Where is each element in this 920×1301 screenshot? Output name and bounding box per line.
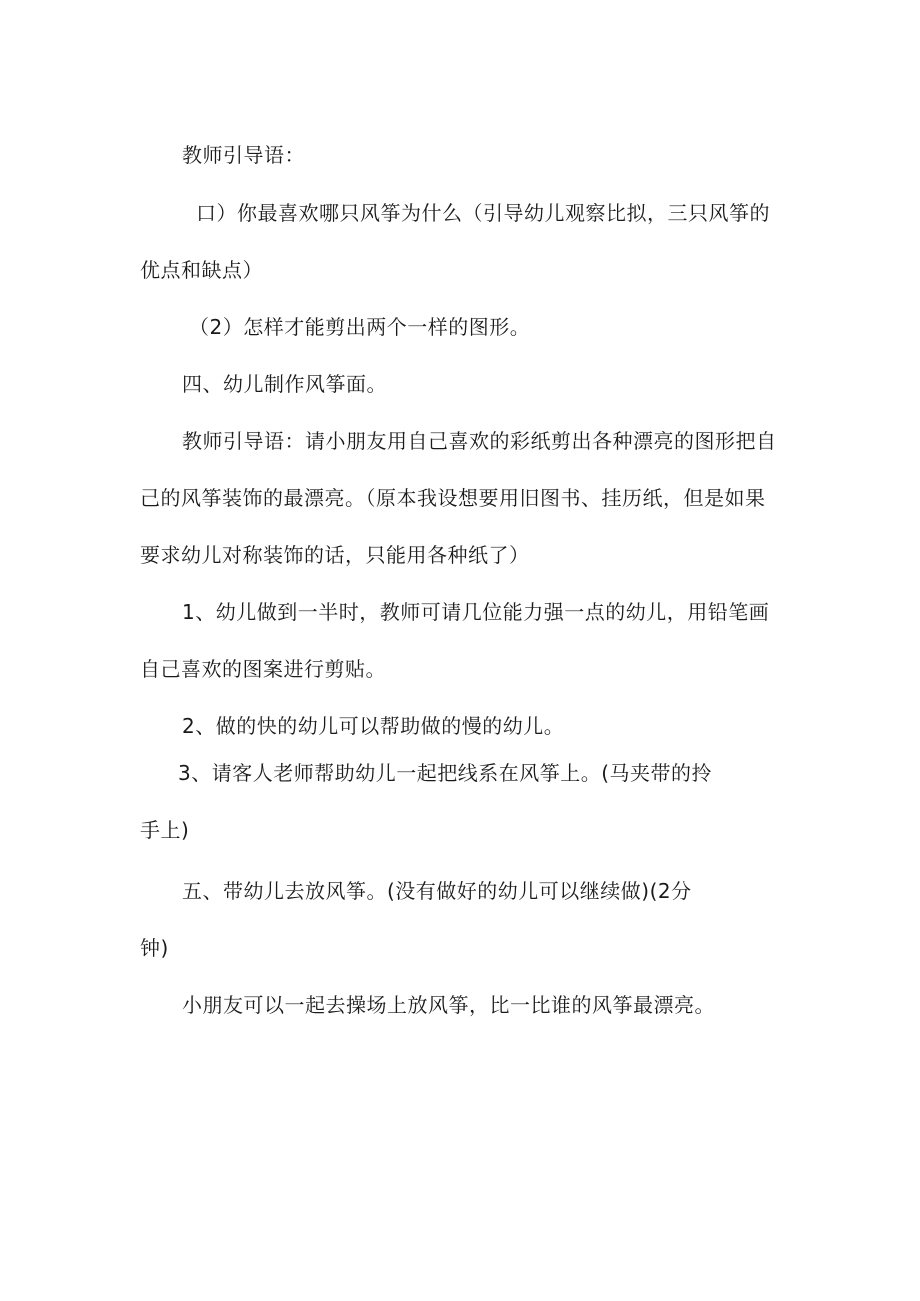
text-line-step-three: 3、请客人老师帮助幼儿一起把线系在风筝上。(马夹带的拎 xyxy=(178,761,713,785)
text-line-step-two: 2、做的快的幼儿可以帮助做的慢的幼儿。 xyxy=(182,714,565,738)
text-line-teacher-guide-heading: 教师引导语： xyxy=(182,143,305,167)
text-line-pros-cons: 优点和缺点） xyxy=(140,258,263,282)
text-line-section-four: 四、幼儿制作风筝面。 xyxy=(182,372,387,396)
text-line-symmetric-decoration: 要求幼儿对称装饰的话，只能用各种纸了） xyxy=(140,543,530,567)
text-line-question-cut-shapes: （2）怎样才能剪出两个一样的图形。 xyxy=(189,315,531,339)
text-line-section-five-continued: 钟) xyxy=(140,936,169,960)
text-line-closing: 小朋友可以一起去操场上放风筝，比一比谁的风筝最漂亮。 xyxy=(182,993,715,1017)
text-line-teacher-guide-cut-paper: 教师引导语：请小朋友用自己喜欢的彩纸剪出各种漂亮的图形把自 xyxy=(182,429,777,453)
text-line-question-favorite-kite: 口）你最喜欢哪只风筝为什么（引导幼儿观察比拟，三只风筝的 xyxy=(196,201,770,225)
text-line-step-three-continued: 手上) xyxy=(140,818,190,842)
text-line-section-five: 五、带幼儿去放风筝。(没有做好的幼儿可以继续做)(2分 xyxy=(182,879,692,903)
text-line-step-one-continued: 自己喜欢的图案进行剪贴。 xyxy=(140,657,386,681)
text-line-decorate-kite: 己的风筝装饰的最漂亮。（原本我设想要用旧图书、挂历纸，但是如果 xyxy=(140,486,766,510)
text-line-step-one: 1、幼儿做到一半时，教师可请几位能力强一点的幼儿，用铅笔画 xyxy=(182,600,770,624)
